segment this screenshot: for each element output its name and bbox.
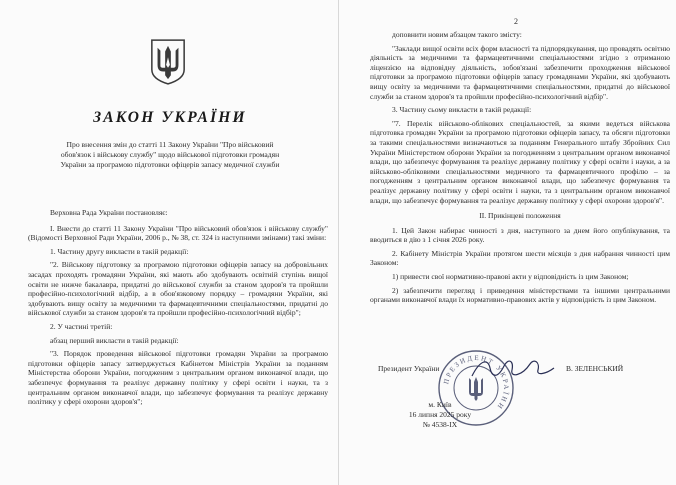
signing-date: 16 липня 2025 року	[408, 410, 472, 419]
paragraph: I. Внести до статті 11 Закону України "Про військовий обов'язок і військову службу" (Відомості Верховної Ради України, 2006 р., № 38, ст. 324 із наступними змінами) такі зміни:	[28, 223, 328, 243]
page-number: 2	[514, 17, 518, 26]
paragraph: 2. Кабінету Міністрів України протягом шести місяців з дня набрання чинності цим Законом:	[370, 248, 670, 268]
paragraph: "7. Перелік військово-облікових спеціальностей, за якими ведеться військова підготовка громадян України за програмою підготовки офіцерів запасу, та обсяги підготовки за такими спеціальностями визначаються за поданням Генерального штабу Збройних Сил України Міністерством оборони України за погодженням з центральним органом виконавчої влади, що забезпечує формування та реалізує державну політику у сфері освіти і науки, а за військово-обліковими спеціальностями медичного та фармацевтичного профілю – за погодженням з центральним органом виконавчої влади, що забезпечує формування та реалізує державну політику у сфері освіти і науки, та з центральним органом виконавчої влади, що забезпечує формування та реалізує державну політику у сфері охорони здоров'я".	[370, 118, 670, 205]
section-heading: II. Прикінцеві положення	[479, 211, 561, 221]
paragraph: 3. Частину сьому викласти в такій редакції:	[392, 105, 532, 115]
paragraph: 1. Цей Закон набирає чинності з дня, наступного за днем його опублікування, та вводиться в дію з 1 січня 2026 року.	[370, 225, 670, 245]
handwritten-signature	[468, 354, 558, 384]
signing-city: м. Київ	[428, 400, 452, 409]
seal-text: ПРЕЗИДЕНТ УКРАЇНИ	[442, 353, 511, 412]
paragraph: доповнити новим абзацом такого змісту:	[392, 30, 522, 39]
enacting-clause: Верховна Рада України постановляє:	[50, 208, 168, 217]
law-number: № 4538-IX	[422, 420, 458, 429]
signature-block	[0, 353, 676, 474]
law-title: ЗАКОН УКРАЇНИ	[93, 109, 247, 126]
paragraph: 1) привести свої нормативно-правові акти у відповідність із цим Законом;	[392, 272, 629, 282]
page-2-body	[370, 30, 670, 309]
paragraph: "Заклади вищої освіти всіх форм власності та підпорядкування, що провадять освітню діяльність за медичними та фармацевтичними спеціальностями згідно з отриманою ліцензією на відповідну діяльність, зобов'язані забезпечити проходження військової підготовки за програмою підготовки офіцерів запасу громадянами України, які здобувають вищу освіту за медичними та фармацевтичними спеціальностями, придатні до військової служби за станом здоров'я та пройшли професійно-психологічний відбір".	[370, 43, 670, 101]
paragraph: "2. Військову підготовку за програмою підготовки офіцерів запасу на добровільних засадах проходять громадяни України, які мають або здобувають освітній ступінь вищої освіти не нижче бакалавра, придатні до військової служби за станом здоров'я та пройшли професійно-психологічний відбір, а в обов'язковому порядку – громадяни України, які здобувають вищу освіту за медичними та фармацевтичними спеціальностями, придатні до військової служби за станом здоров'я та пройшли професійно-психологічний відбір";	[28, 260, 328, 318]
paragraph: 2) забезпечити перегляд і приведення міністерствами та іншими центральними органами виконавчої влади їх нормативно-правових актів у відповідність із цим Законом.	[370, 285, 670, 305]
tryzub-emblem-icon	[149, 38, 187, 86]
signatory-position: Президент України	[378, 364, 440, 373]
signing-details	[400, 400, 480, 430]
paragraph: 1. Частину другу викласти в такій редакції:	[50, 246, 189, 256]
paragraph: "3. Порядок проведення військової підготовки громадян України за програмою підготовки офіцерів запасу затверджується Кабінетом Міністрів України за поданням Міністерства оборони України, погодженим з центральним органом виконавчої влади, що забезпечує формування та реалізує державну політику у сфері освіти і науки, та з центральним органом виконавчої влади, що забезпечує формування та реалізує державну політику у сфері охорони здоров'я";	[28, 349, 328, 407]
law-subtitle: Про внесення змін до статті 11 Закону України "Про військовий обов'язок і військову службу" щодо військової підготовки громадян України за програмою підготовки офіцерів запасу медичної служби	[60, 140, 280, 169]
paragraph: 2. У частині третій:	[50, 321, 113, 331]
paragraph: абзац перший викласти в такій редакції:	[50, 335, 179, 345]
signatory-name: В. ЗЕЛЕНСЬКИЙ	[566, 364, 624, 373]
